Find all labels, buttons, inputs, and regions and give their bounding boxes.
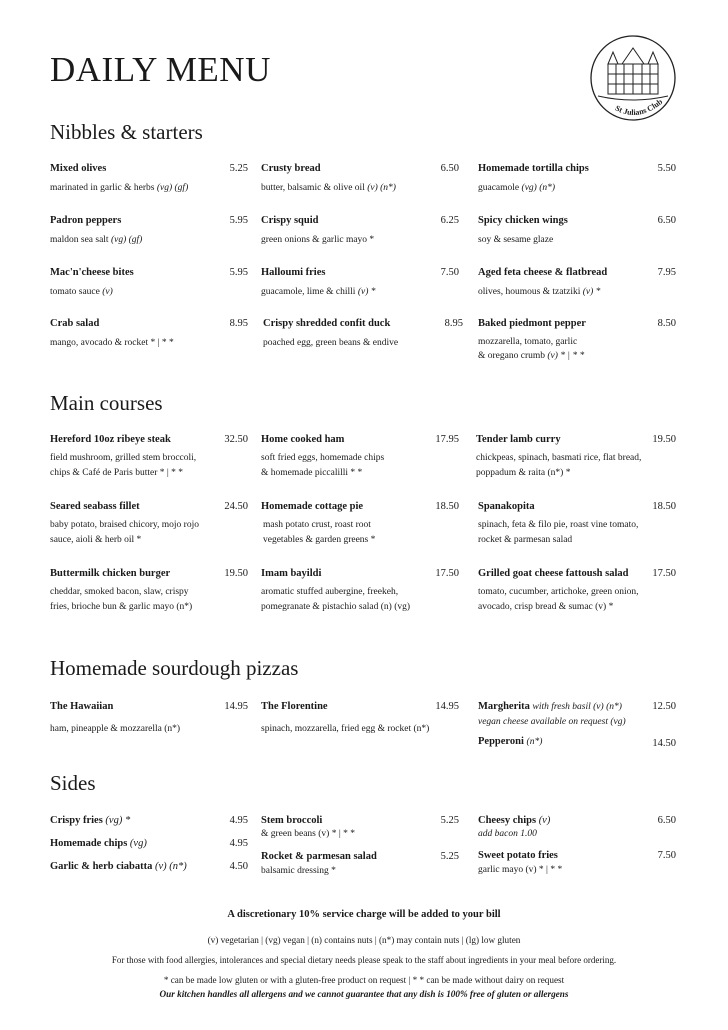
menu-item xyxy=(261,214,459,248)
item-name: Pepperoni xyxy=(478,736,524,747)
section-sides: Sides xyxy=(50,771,96,795)
item-description: soft fried eggs, homemade chips xyxy=(261,453,385,463)
dietary-tags: (vg) (n*) xyxy=(521,183,556,193)
item-price: 5.95 xyxy=(229,215,248,226)
item-extra: (vg) * xyxy=(105,815,131,826)
item-description: poached egg, green beans & endive xyxy=(263,338,399,348)
item-price: 7.50 xyxy=(657,850,676,861)
item-price: 17.50 xyxy=(435,568,459,579)
item-extra: (vg) xyxy=(129,838,147,849)
item-price: 8.95 xyxy=(229,318,248,329)
item-price: 17.95 xyxy=(435,434,459,445)
item-description-line2: pomegranate & pistachio salad (n) (vg) xyxy=(261,602,411,612)
item-price: 14.95 xyxy=(224,701,248,712)
menu-item xyxy=(261,567,459,614)
item-description: baby potato, braised chicory, mojo rojo xyxy=(50,520,199,530)
menu-item xyxy=(50,214,248,248)
menu-item xyxy=(50,567,248,614)
allergen-disclaimer: Our kitchen handles all allergens and we cannot guarantee that any dish is 100% free of gluten or allergens xyxy=(159,989,569,999)
item-description: balsamic dressing * xyxy=(261,866,336,876)
item-name: Crispy fries xyxy=(50,815,103,826)
item-description: ham, pineapple & mozzarella (n*) xyxy=(50,724,181,734)
item-price: 6.25 xyxy=(440,215,459,226)
item-price: 4.95 xyxy=(229,815,248,826)
menu-item xyxy=(50,814,248,828)
menu-item xyxy=(478,849,676,877)
item-name: Halloumi fries xyxy=(261,267,326,278)
item-extra: with fresh basil (v) (n*) xyxy=(532,702,622,712)
item-name: Spanakopita xyxy=(478,501,535,512)
menu-item xyxy=(50,837,248,851)
item-price: 4.50 xyxy=(229,861,248,872)
item-name: The Florentine xyxy=(261,701,328,712)
menu-item xyxy=(50,700,248,737)
item-name: Crispy shredded confit duck xyxy=(263,318,391,329)
menu-item xyxy=(478,266,676,300)
item-price: 8.95 xyxy=(444,318,463,329)
item-description: aromatic stuffed aubergine, freekeh, xyxy=(261,587,399,597)
dietary-tags: (vg) (gf) xyxy=(110,235,143,245)
item-price: 12.50 xyxy=(652,701,676,712)
dietary-tags: (v) xyxy=(102,287,113,297)
menu-item xyxy=(50,860,248,874)
section-nibbles: Nibbles & starters xyxy=(50,120,203,144)
item-name: Margherita xyxy=(478,701,530,712)
item-description: guacamole, lime & chilli xyxy=(261,287,356,297)
club-logo xyxy=(588,34,678,126)
item-price: 5.25 xyxy=(440,851,459,862)
item-description-line2: sauce, aioli & herb oil * xyxy=(50,535,142,545)
menu-item xyxy=(261,700,459,737)
dietary-tags: (v) (n*) xyxy=(367,183,396,193)
item-description: field mushroom, grilled stem broccoli, xyxy=(50,453,197,463)
menu-item xyxy=(261,266,459,300)
item-description: spinach, mozzarella, fried egg & rocket (n*) xyxy=(261,724,430,734)
logo-text: St Julians Club xyxy=(613,97,665,118)
item-description: tomato, cucumber, artichoke, green onion, xyxy=(478,587,639,597)
item-description: tomato sauce xyxy=(50,287,100,297)
menu-item xyxy=(478,214,676,248)
item-name: Crab salad xyxy=(50,318,100,329)
menu-item xyxy=(476,433,676,480)
section-mains: Main courses xyxy=(50,391,163,415)
menu-item xyxy=(50,433,248,480)
menu-item xyxy=(478,735,676,749)
item-description: butter, balsamic & olive oil xyxy=(261,183,365,193)
menu-item xyxy=(478,700,676,729)
item-name: Home cooked ham xyxy=(261,434,345,445)
menu-item xyxy=(478,814,676,841)
menu-item xyxy=(50,162,248,196)
allergy-note: For those with food allergies, intolerances and special dietary needs please speak to the staff about ingredients in your meal before ordering. xyxy=(111,955,617,965)
item-description: chickpeas, spinach, basmati rice, flat bread, xyxy=(476,453,642,463)
item-name: Crusty bread xyxy=(261,163,321,174)
item-description: spinach, feta & filo pie, roast vine tomato, xyxy=(478,520,639,530)
item-name: Hereford 10oz ribeye steak xyxy=(50,434,171,445)
menu-item xyxy=(261,814,459,841)
item-name: Grilled goat cheese fattoush salad xyxy=(478,568,629,579)
item-price: 6.50 xyxy=(440,163,459,174)
item-price: 5.25 xyxy=(229,163,248,174)
item-description: maldon sea salt xyxy=(50,235,109,245)
item-description-line2: fries, brioche bun & garlic mayo (n*) xyxy=(50,602,193,612)
item-name: Stem broccoli xyxy=(261,815,323,826)
item-description: mozzarella, tomato, garlic xyxy=(478,337,578,347)
menu-item xyxy=(50,500,248,547)
menu-item xyxy=(50,266,248,300)
item-name: Baked piedmont pepper xyxy=(478,318,586,329)
dietary-tags: (v) * xyxy=(582,287,601,297)
item-description: mango, avocado & rocket * | * * xyxy=(50,338,174,348)
item-description-line2: vegetables & garden greens * xyxy=(263,535,376,545)
menu-item xyxy=(478,317,676,363)
dietary-tags: (vg) (gf) xyxy=(156,183,189,193)
dietary-legend: (v) vegetarian | (vg) vegan | (n) contains nuts | (n*) may contain nuts | (lg) low gluten xyxy=(207,935,521,945)
item-price: 19.50 xyxy=(224,568,248,579)
menu-item xyxy=(478,500,676,547)
item-name: Tender lamb curry xyxy=(476,434,561,445)
menu-item xyxy=(478,567,676,614)
item-price: 6.50 xyxy=(657,815,676,826)
item-name: The Hawaiian xyxy=(50,701,114,712)
item-extra: (v) (n*) xyxy=(154,861,187,872)
item-name: Homemade tortilla chips xyxy=(478,163,589,174)
item-price: 5.50 xyxy=(657,163,676,174)
menu-item xyxy=(261,500,459,547)
item-name: Cheesy chips xyxy=(478,815,537,826)
menu-item xyxy=(50,317,248,351)
item-price: 19.50 xyxy=(652,434,676,445)
item-name: Padron peppers xyxy=(50,215,122,226)
item-name: Homemade chips xyxy=(50,838,128,849)
item-description: vegan cheese available on request (vg) xyxy=(478,717,626,727)
item-description: cheddar, smoked bacon, slaw, crispy xyxy=(50,587,189,597)
item-name: Mixed olives xyxy=(50,163,107,174)
item-description: mash potato crust, roast root xyxy=(263,520,371,530)
dietary-tags: (v) * | * * xyxy=(547,351,585,361)
menu-item xyxy=(261,433,459,480)
item-name: Spicy chicken wings xyxy=(478,215,568,226)
item-price: 5.25 xyxy=(440,815,459,826)
dietary-tags: (v) * xyxy=(357,287,376,297)
item-name: Homemade cottage pie xyxy=(261,501,364,512)
item-description-line2: & oregano crumb xyxy=(478,351,546,361)
item-extra: (v) xyxy=(538,815,551,826)
item-price: 5.95 xyxy=(229,267,248,278)
item-price: 18.50 xyxy=(435,501,459,512)
item-description: guacamole xyxy=(478,183,520,193)
item-name: Aged feta cheese & flatbread xyxy=(478,267,608,278)
item-price: 4.95 xyxy=(229,838,248,849)
item-description: green onions & garlic mayo * xyxy=(261,235,375,245)
item-price: 32.50 xyxy=(224,434,248,445)
page-title: DAILY MENU xyxy=(50,50,271,89)
item-name: Buttermilk chicken burger xyxy=(50,568,171,579)
item-description-line2: poppadum & raita (n*) * xyxy=(476,468,571,478)
item-description-line2: avocado, crisp bread & sumac (v) * xyxy=(478,602,614,612)
item-description: olives, houmous & tzatziki xyxy=(478,287,581,297)
item-name: Garlic & herb ciabatta xyxy=(50,861,153,872)
item-description-line2: rocket & parmesan salad xyxy=(478,535,573,545)
item-name: Imam bayildi xyxy=(261,568,322,579)
item-price: 7.95 xyxy=(657,267,676,278)
item-description: & green beans (v) * | * * xyxy=(261,829,355,839)
item-name: Sweet potato fries xyxy=(478,850,558,861)
item-price: 6.50 xyxy=(657,215,676,226)
item-description: add bacon 1.00 xyxy=(478,829,537,839)
item-description-line2: & homemade piccalilli * * xyxy=(261,468,363,478)
item-name: Mac'n'cheese bites xyxy=(50,267,134,278)
item-price: 17.50 xyxy=(652,568,676,579)
item-name: Seared seabass fillet xyxy=(50,501,140,512)
menu-item xyxy=(261,162,459,196)
item-price: 14.95 xyxy=(435,701,459,712)
menu-item xyxy=(263,317,463,351)
item-price: 14.50 xyxy=(652,738,676,749)
item-price: 24.50 xyxy=(224,501,248,512)
item-price: 7.50 xyxy=(440,267,459,278)
gluten-dairy-note: * can be made low gluten or with a gluten-free product on request | * * can be made without dairy on request xyxy=(163,975,565,985)
item-price: 18.50 xyxy=(652,501,676,512)
item-description: soy & sesame glaze xyxy=(478,235,554,245)
menu-item xyxy=(261,850,459,878)
item-description: marinated in garlic & herbs xyxy=(50,183,155,193)
item-name: Crispy squid xyxy=(261,215,319,226)
service-charge-note: A discretionary 10% service charge will be added to your bill xyxy=(227,909,501,920)
item-description-line2: chips & Café de Paris butter * | * * xyxy=(50,468,184,478)
item-name: Rocket & parmesan salad xyxy=(261,851,377,862)
item-extra: (n*) xyxy=(526,737,543,747)
section-pizzas: Homemade sourdough pizzas xyxy=(50,656,299,680)
menu-item xyxy=(478,162,676,196)
item-price: 8.50 xyxy=(657,318,676,329)
item-description: garlic mayo (v) * | * * xyxy=(478,865,563,875)
